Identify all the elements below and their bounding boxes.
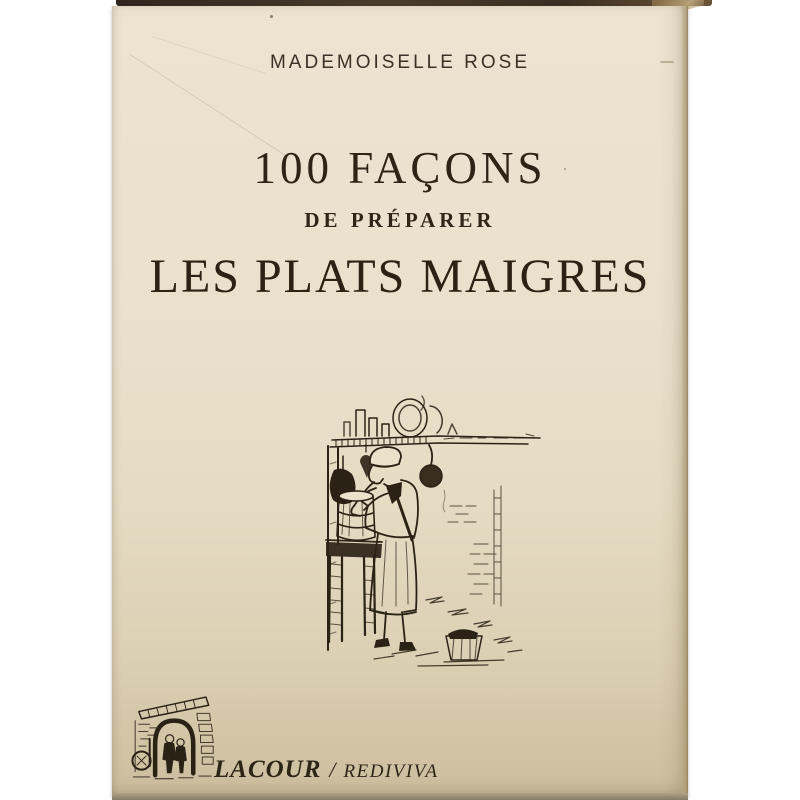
brick-wall	[448, 486, 501, 606]
page-edge	[681, 6, 688, 796]
cook-engraving-svg	[298, 394, 548, 674]
table	[326, 540, 382, 642]
cover-illustration-cook-in-kitchen-icon	[298, 394, 548, 674]
title-line-3: LES PLATS MAIGRES	[149, 250, 651, 303]
author-name: MADEMOISELLE ROSE	[269, 52, 531, 73]
bottom-shadow-strip	[112, 793, 688, 800]
book-cover	[112, 6, 688, 796]
stone-arch-logo-svg	[126, 688, 226, 786]
cover-speck	[270, 15, 273, 18]
title-line-1: 100 FAÇONS	[253, 143, 547, 193]
publisher-logo-icon	[126, 688, 226, 786]
hanging-pan	[420, 445, 442, 487]
shelf	[330, 434, 540, 447]
shelf-items	[344, 396, 457, 437]
floor-hatching	[374, 597, 522, 666]
publisher-separator: /	[329, 757, 336, 782]
publisher-line	[214, 756, 439, 784]
engraver-signature	[443, 490, 445, 512]
churn-jug	[337, 491, 375, 540]
publisher-collection: REDIVIVA	[343, 761, 439, 782]
publisher-name: LACOUR	[214, 756, 322, 783]
title-line-2: DE PRÉPARER	[304, 208, 496, 232]
basket	[446, 629, 482, 660]
